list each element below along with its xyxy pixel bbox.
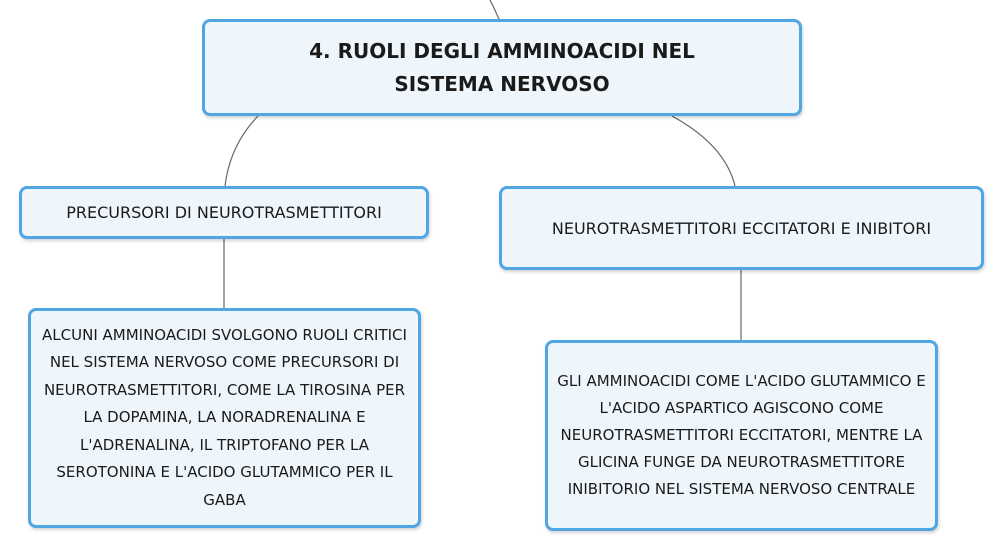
central-topic-node[interactable] (202, 19, 802, 116)
detail-node-neurotrasmettitori[interactable] (545, 340, 938, 531)
topic-text-neurotrasmettitori: NEUROTRASMETTITORI ECCITATORI E INIBITORI (551, 218, 932, 238)
detail-text-neurotrasmettitori: GLI AMMINOACIDI COME L'ACIDO GLUTAMMICO E L'ACIDO ASPARTICO AGISCONO COME NEUROTRASMETTITORI ECCITATORI, MENTRE LA GLICINA FUNGE DA NEUROTRASMETTITORE INIBITORIO NEL SISTEMA NERVOSO CENTRALE (557, 372, 926, 498)
connector-central-to-left-topic (225, 116, 258, 186)
topic-node-neurotrasmettitori[interactable] (499, 186, 984, 270)
connector-parent-to-central (490, 0, 499, 19)
detail-node-precursori[interactable] (28, 308, 421, 528)
connector-central-to-right-topic (672, 116, 735, 186)
topic-node-precursori[interactable] (19, 186, 429, 239)
central-topic-text: 4. RUOLI DEGLI AMMINOACIDI NEL SISTEMA NERVOSO (309, 38, 695, 96)
detail-text-precursori: ALCUNI AMMINOACIDI SVOLGONO RUOLI CRITICI NEL SISTEMA NERVOSO COME PRECURSORI DI NEUROTRASMETTITORI, COME LA TIROSINA PER LA DOPAMINA, LA NORADRENALINA E L'ADRENALINA, IL TRIPTOFANO PER LA SEROTONINA E L'ACIDO GLUTAMMICO PER IL GABA (42, 325, 407, 509)
topic-text-precursori: PRECURSORI DI NEUROTRASMETTITORI (66, 203, 382, 222)
